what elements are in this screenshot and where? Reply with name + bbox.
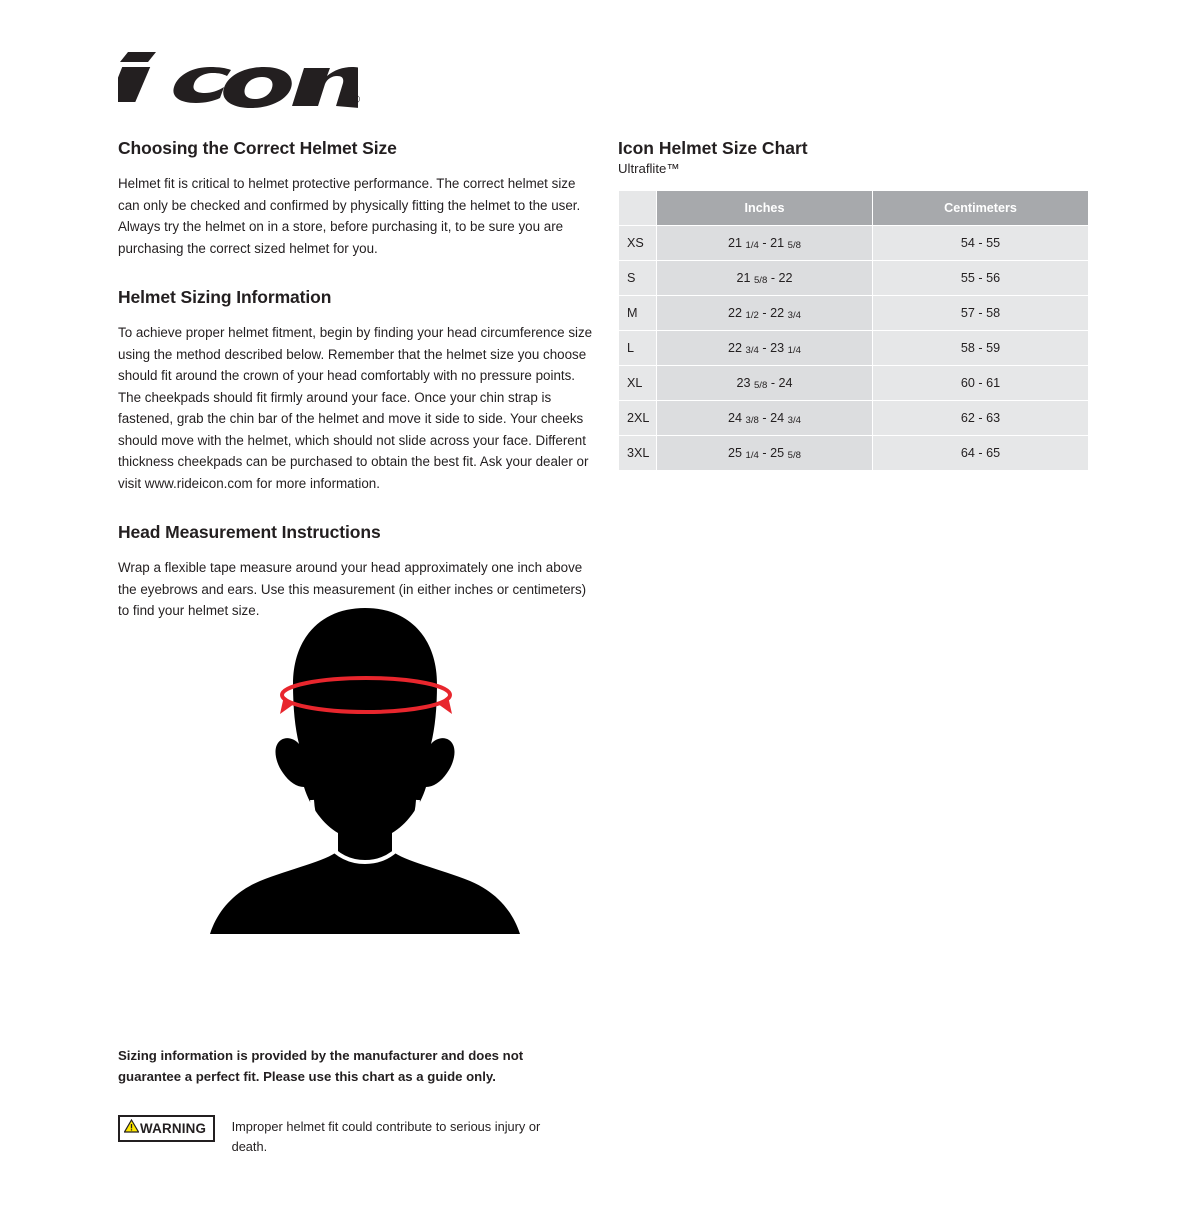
head-measurement-diagram xyxy=(200,600,530,980)
table-row xyxy=(619,296,1089,331)
column-header-size xyxy=(619,191,657,226)
size-chart-subtitle: Ultraflite™ xyxy=(618,161,680,176)
table-row xyxy=(619,366,1089,401)
column-header-inches: Inches xyxy=(657,191,873,226)
cell-centimeters: 57 - 58 xyxy=(873,296,1089,331)
cell-inches: 22 1/2 - 22 3/4 xyxy=(657,296,873,331)
warning-triangle-icon xyxy=(124,1119,139,1138)
paragraph-sizing-information: To achieve proper helmet fitment, begin by finding your head circumference size using the method described below. Remember that the helmet size you choose should fit around the crown of your head comfortably with no pressure points. The cheekpads should fit firmly around your face. Once your chin strap is fastened, grab the chin bar of the helmet and move it side to side. Your cheeks should move with the helmet, which should not slide across your face. Different thickness cheekpads can be purchased to obtain the best fit. Ask your dealer or visit www.rideicon.com for more information. xyxy=(118,325,593,491)
cell-size: L xyxy=(619,331,657,366)
cell-centimeters: 64 - 65 xyxy=(873,436,1089,471)
heading-head-measurement-instructions: Head Measurement Instructions xyxy=(118,522,381,542)
cell-inches: 23 5/8 - 24 xyxy=(657,366,873,401)
heading-choosing-correct-helmet-size: Choosing the Correct Helmet Size xyxy=(118,138,397,158)
warning-row xyxy=(118,1115,598,1157)
cell-size: 3XL xyxy=(619,436,657,471)
size-chart-panel xyxy=(618,138,1088,471)
paragraph-helmet-fit: Helmet fit is critical to helmet protective performance. The correct helmet size can only be checked and confirmed by physically fitting the helmet to the user. Always try the helmet on in a store, before purchasing it, to be sure you are purchasing the correct sized helmet for you. xyxy=(118,176,581,256)
warning-message: Improper helmet fit could contribute to serious injury or death. xyxy=(231,1119,541,1154)
cell-centimeters: 62 - 63 xyxy=(873,401,1089,436)
table-row xyxy=(619,226,1089,261)
table-row xyxy=(619,331,1089,366)
cell-inches: 21 5/8 - 22 xyxy=(657,261,873,296)
cell-centimeters: 58 - 59 xyxy=(873,331,1089,366)
table-header xyxy=(619,191,1089,226)
size-chart-title: Icon Helmet Size Chart xyxy=(618,138,808,158)
cell-centimeters: 60 - 61 xyxy=(873,366,1089,401)
cell-inches: 24 3/8 - 24 3/4 xyxy=(657,401,873,436)
heading-helmet-sizing-information: Helmet Sizing Information xyxy=(118,287,332,307)
table-row xyxy=(619,261,1089,296)
registered-mark: ® xyxy=(351,94,360,106)
warning-label: WARNING xyxy=(140,1121,207,1136)
table-row xyxy=(619,436,1089,471)
head-silhouette-icon xyxy=(200,600,530,980)
manufacturer-disclaimer: Sizing information is provided by the manufacturer and does not guarantee a perfect fit. Please use this chart as a guide only. xyxy=(118,1048,524,1084)
cell-inches: 22 3/4 - 23 1/4 xyxy=(657,331,873,366)
icon-brand-logo xyxy=(118,40,358,110)
cell-inches: 25 1/4 - 25 5/8 xyxy=(657,436,873,471)
icon-logo-graphic xyxy=(118,40,358,110)
cell-size: S xyxy=(619,261,657,296)
table-body xyxy=(619,226,1089,471)
cell-size: XS xyxy=(619,226,657,261)
paragraph-measurement-instructions: Wrap a flexible tape measure around your head approximately one inch above the eyebrows and ears. Use this measurement (in either inches or centimeters) to find your helmet size. xyxy=(118,560,587,618)
cell-inches: 21 1/4 - 21 5/8 xyxy=(657,226,873,261)
column-header-centimeters: Centimeters xyxy=(873,191,1089,226)
cell-centimeters: 54 - 55 xyxy=(873,226,1089,261)
helmet-size-table xyxy=(618,190,1089,471)
table-row xyxy=(619,401,1089,436)
warning-badge xyxy=(118,1115,215,1142)
left-content-column xyxy=(118,138,598,622)
cell-size: 2XL xyxy=(619,401,657,436)
cell-size: M xyxy=(619,296,657,331)
table-header-row xyxy=(619,191,1089,226)
cell-centimeters: 55 - 56 xyxy=(873,261,1089,296)
cell-size: XL xyxy=(619,366,657,401)
